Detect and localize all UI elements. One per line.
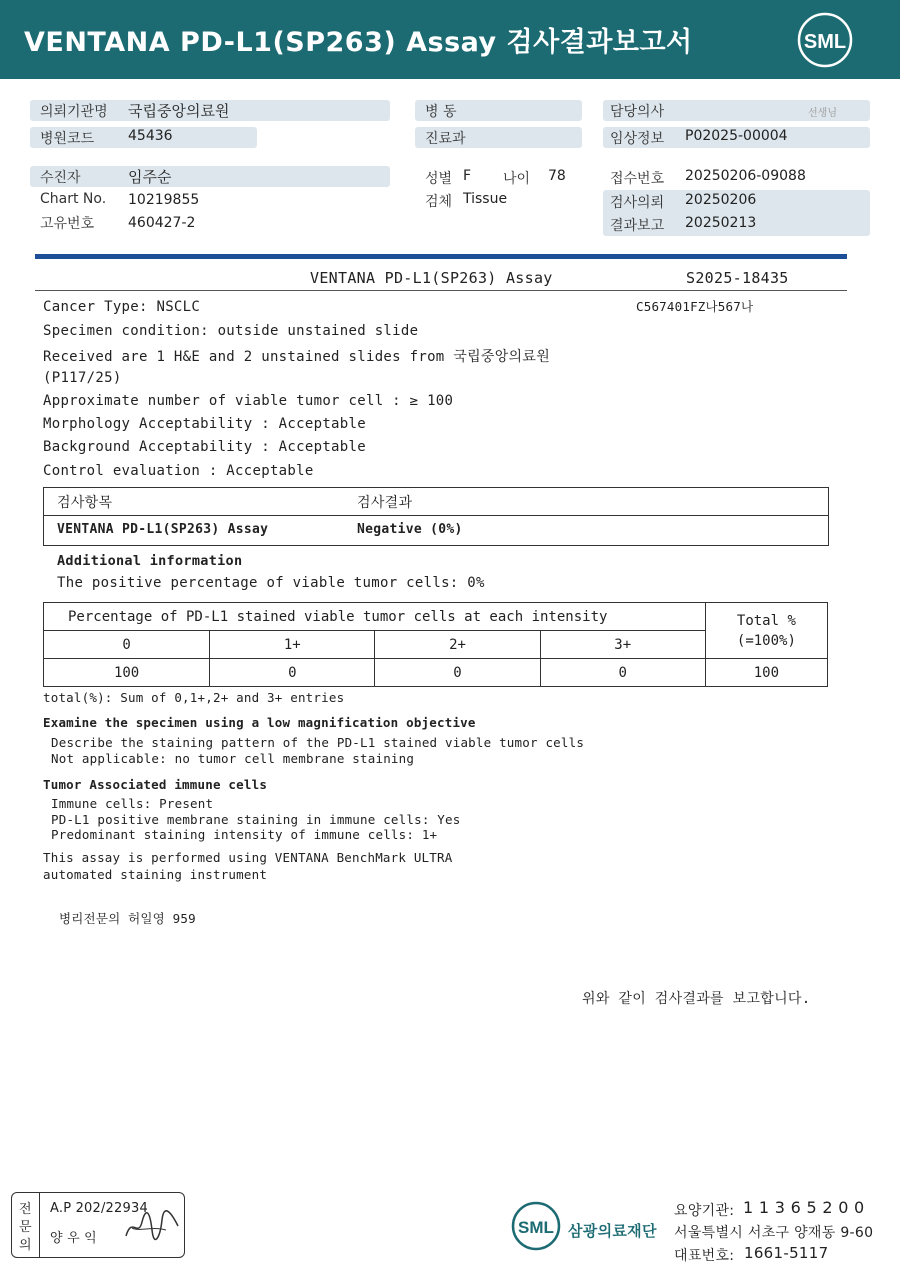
accession-number: S2025-18435 bbox=[686, 269, 789, 287]
intensity-table bbox=[43, 602, 828, 687]
immune-line: PD-L1 positive membrane staining in immune cells: Yes bbox=[51, 812, 461, 827]
sex-value: F bbox=[463, 168, 472, 184]
request-value: 20250206 bbox=[685, 192, 757, 208]
hospital-code-label: 병원코드 bbox=[40, 131, 95, 147]
additional-text: The positive percentage of viable tumor cells: 0% bbox=[57, 575, 485, 591]
intensity-col: 2+ bbox=[375, 631, 540, 659]
uid-label: 고유번호 bbox=[40, 216, 95, 232]
result-item: VENTANA PD-L1(SP263) Assay bbox=[57, 522, 269, 537]
report-line: (P117/25) bbox=[43, 370, 122, 386]
title-underline bbox=[35, 290, 847, 291]
assay-note: This assay is performed using VENTANA BenchMark ULTRA bbox=[43, 850, 453, 865]
immune-line: Predominant staining intensity of immune cells: 1+ bbox=[51, 827, 438, 842]
stamp-side-char: 전 bbox=[19, 1202, 32, 1217]
exam-line: Describe the staining pattern of the PD-L1 stained viable tumor cells bbox=[51, 735, 585, 750]
uid-value: 460427-2 bbox=[128, 215, 196, 231]
exam-title: Examine the specimen using a low magnification objective bbox=[43, 715, 476, 730]
total-header-line2: (=100%) bbox=[736, 632, 796, 649]
report-line: Received are 1 H&E and 2 unstained slides from 국립중앙의료원 bbox=[43, 349, 551, 365]
intensity-col: 0 bbox=[44, 631, 210, 659]
report-line: Approximate number of viable tumor cell : ≥ 100 bbox=[43, 393, 454, 409]
report-line: Cancer Type: NSCLC bbox=[43, 299, 201, 315]
doctor-label: 담당의사 bbox=[610, 104, 665, 120]
receipt-label: 접수번호 bbox=[610, 171, 665, 187]
org-name: 삼광의료재단 bbox=[568, 1222, 657, 1240]
svg-text:SML: SML bbox=[518, 1218, 554, 1237]
closing-statement: 위와 같이 검사결과를 보고합니다. bbox=[582, 991, 811, 1007]
institution-value: 국립중앙의료원 bbox=[128, 102, 230, 120]
assay-title: VENTANA PD-L1(SP263) Assay bbox=[310, 269, 553, 287]
dept-label: 진료과 bbox=[425, 131, 466, 147]
stamp-side-char: 문 bbox=[19, 1220, 32, 1235]
total-header bbox=[705, 603, 827, 659]
age-value: 78 bbox=[548, 168, 566, 184]
stamp-name: 양 우 익 bbox=[50, 1231, 97, 1246]
result-value: Negative (0%) bbox=[357, 522, 463, 537]
immune-title: Tumor Associated immune cells bbox=[43, 777, 268, 792]
result-col-item: 검사항목 bbox=[57, 495, 113, 511]
clinical-label: 임상정보 bbox=[610, 131, 665, 147]
report-line: Morphology Acceptability : Acceptable bbox=[43, 416, 366, 432]
intensity-col: 3+ bbox=[540, 631, 705, 659]
report-date-label: 결과보고 bbox=[610, 218, 665, 234]
stamp-id: A.P 202/22934 bbox=[50, 1201, 148, 1216]
intensity-value: 0 bbox=[540, 659, 705, 687]
pathologist: 병리전문의 허일영 959 bbox=[59, 911, 196, 926]
code-label: 요양기관: bbox=[674, 1203, 735, 1219]
total-header-line1: Total % bbox=[736, 612, 796, 629]
result-col-result: 검사결과 bbox=[357, 495, 413, 511]
doctor-suffix: 선생님 bbox=[808, 108, 837, 119]
stamp-divider bbox=[39, 1193, 40, 1257]
intensity-value: 0 bbox=[375, 659, 540, 687]
specimen-label: 검체 bbox=[425, 194, 453, 210]
institution-label: 의뢰기관명 bbox=[40, 104, 108, 120]
ward-label: 병 동 bbox=[425, 104, 457, 120]
specimen-value: Tissue bbox=[463, 191, 508, 207]
phone-label: 대표번호: bbox=[674, 1248, 735, 1264]
request-label: 검사의뢰 bbox=[610, 195, 665, 211]
intensity-col: 1+ bbox=[210, 631, 375, 659]
signature-icon bbox=[122, 1208, 182, 1244]
phone-value: 1661-5117 bbox=[744, 1244, 829, 1262]
page-title: VENTANA PD-L1(SP263) Assay 검사결과보고서 bbox=[24, 27, 693, 58]
section-divider bbox=[35, 254, 847, 259]
intensity-total: 100 bbox=[705, 659, 827, 687]
sml-footer-logo-icon bbox=[510, 1200, 562, 1252]
receipt-value: 20250206-09088 bbox=[685, 168, 806, 184]
sml-logo-icon bbox=[797, 12, 853, 68]
exam-line: Not applicable: no tumor cell membrane staining bbox=[51, 751, 415, 766]
age-label: 나이 bbox=[503, 171, 531, 187]
sub-code: C567401FZ나567나 bbox=[636, 299, 754, 314]
result-table bbox=[43, 487, 829, 546]
additional-title: Additional information bbox=[57, 553, 243, 569]
report-line: Specimen condition: outside unstained slide bbox=[43, 323, 419, 339]
svg-text:SML: SML bbox=[803, 31, 847, 53]
patient-value: 임주순 bbox=[128, 168, 172, 186]
chart-value: 10219855 bbox=[128, 192, 200, 208]
intensity-header: Percentage of PD-L1 stained viable tumor cells at each intensity bbox=[44, 603, 706, 631]
patient-label: 수진자 bbox=[40, 170, 81, 186]
report-line: Control evaluation : Acceptable bbox=[43, 463, 314, 479]
chart-label: Chart No. bbox=[40, 191, 107, 207]
report-line: Background Acceptability : Acceptable bbox=[43, 439, 366, 455]
intensity-value: 0 bbox=[210, 659, 375, 687]
code-value: 1 1 3 6 5 2 0 0 bbox=[743, 1198, 865, 1217]
sex-label: 성별 bbox=[425, 171, 453, 187]
report-date-value: 20250213 bbox=[685, 215, 757, 231]
hospital-code-value: 45436 bbox=[128, 128, 173, 144]
assay-note: automated staining instrument bbox=[43, 867, 268, 882]
clinical-value: P02025-00004 bbox=[685, 128, 788, 144]
immune-line: Immune cells: Present bbox=[51, 796, 214, 811]
stamp-side-char: 의 bbox=[19, 1238, 32, 1253]
total-note: total(%): Sum of 0,1+,2+ and 3+ entries bbox=[43, 690, 345, 705]
intensity-value: 100 bbox=[44, 659, 210, 687]
address: 서울특별시 서초구 양재동 9-60 bbox=[674, 1225, 874, 1241]
patient-row bbox=[30, 166, 390, 187]
result-table-divider bbox=[43, 515, 829, 516]
